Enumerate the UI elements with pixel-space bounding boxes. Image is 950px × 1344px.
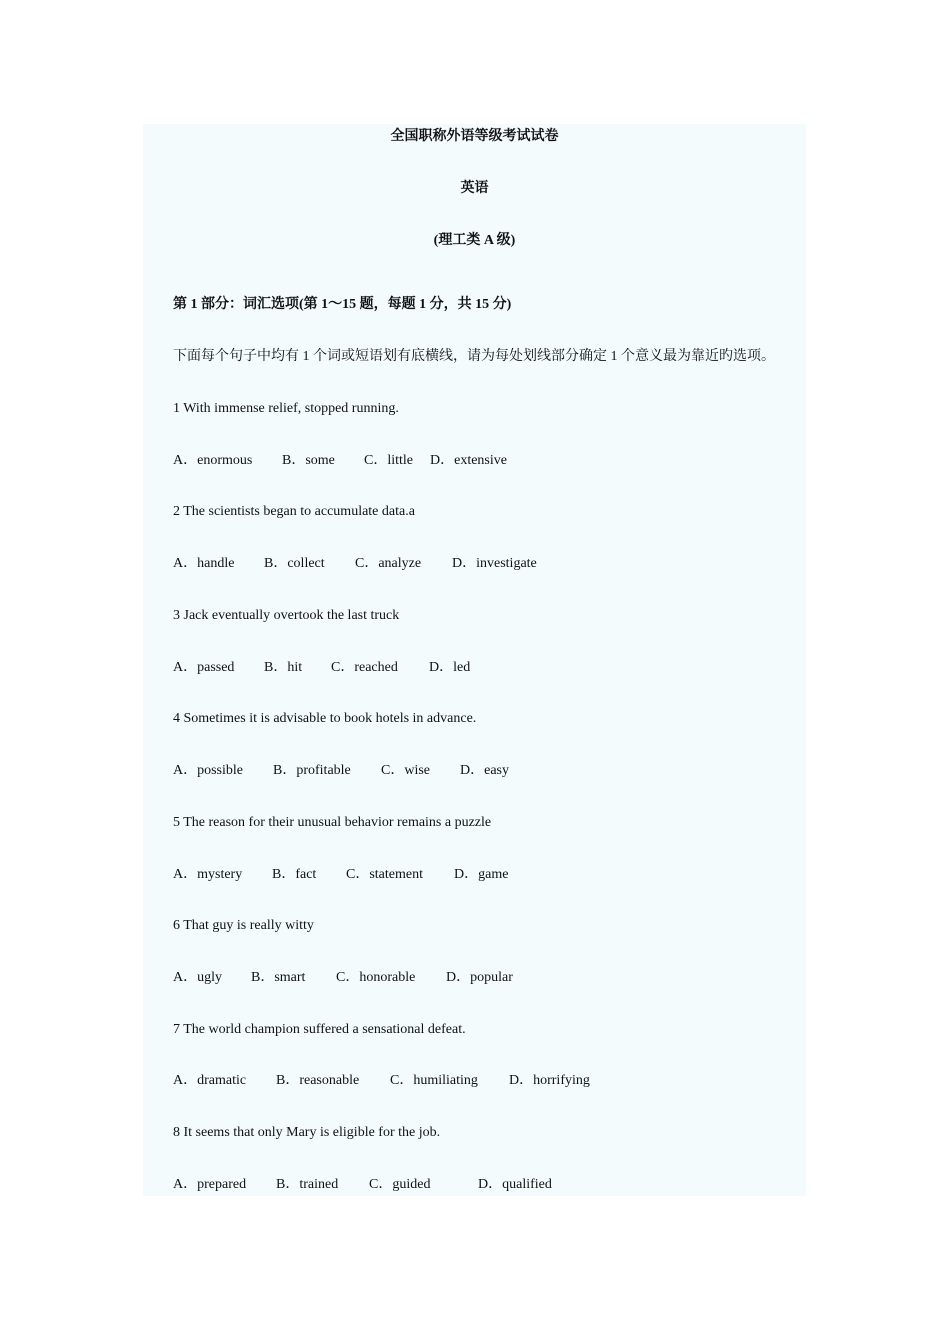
option-d: D．investigate — [452, 556, 537, 571]
question-stem-5: 5 The reason for their unusual behavior remains a puzzle — [173, 815, 492, 830]
option-d: D．qualified — [478, 1177, 552, 1192]
option-a: A．passed — [173, 660, 235, 675]
question-stem-7: 7 The world champion suffered a sensational defeat. — [173, 1022, 466, 1037]
option-c: C．statement — [346, 867, 423, 882]
option-c: C．humiliating — [390, 1073, 478, 1088]
option-a: A．dramatic — [173, 1073, 247, 1088]
option-b: B．collect — [264, 556, 325, 571]
exam-title: 全国职称外语等级考试试卷 — [390, 129, 559, 144]
section-heading: 第 1 部分：词汇选项(第 1～15 题，每题 1 分，共 15 分) — [173, 297, 512, 312]
option-b: B．fact — [272, 867, 317, 882]
question-stem-3: 3 Jack eventually overtook the last truck — [173, 608, 400, 623]
option-d: D．game — [454, 867, 509, 882]
option-b: B．smart — [251, 970, 306, 985]
option-b: B．trained — [276, 1177, 339, 1192]
option-b: B．some — [282, 453, 335, 468]
question-stem-4: 4 Sometimes it is advisable to book hotels in advance. — [173, 711, 477, 726]
exam-level: (理工类 A 级) — [433, 233, 516, 248]
option-a: A．enormous — [173, 453, 253, 468]
option-d: D．popular — [446, 970, 513, 985]
exam-subject: 英语 — [460, 181, 489, 196]
question-stem-1: 1 With immense relief, stopped running. — [173, 401, 399, 416]
option-a: A．mystery — [173, 867, 243, 882]
option-a: A．possible — [173, 763, 243, 778]
option-a: A．handle — [173, 556, 235, 571]
question-stem-2: 2 The scientists began to accumulate data.a — [173, 504, 415, 519]
option-d: D．easy — [460, 763, 509, 778]
option-c: C．honorable — [336, 970, 416, 985]
option-b: B．profitable — [273, 763, 351, 778]
option-c: C．little — [364, 453, 413, 468]
option-a: A．prepared — [173, 1177, 247, 1192]
option-c: C．wise — [381, 763, 430, 778]
option-b: B．reasonable — [276, 1073, 360, 1088]
option-d: D．extensive — [430, 453, 507, 468]
question-stem-8: 8 It seems that only Mary is eligible for the job. — [173, 1125, 441, 1140]
instructions: 下面每个句子中均有 1 个词或短语划有底横线，请为每处划线部分确定 1 个意义最为靠近旳选项。 — [173, 349, 775, 364]
question-stem-6: 6 That guy is really witty — [173, 918, 314, 933]
option-d: D．led — [429, 660, 471, 675]
option-a: A．ugly — [173, 970, 222, 985]
option-d: D．horrifying — [509, 1073, 590, 1088]
option-c: C．reached — [331, 660, 398, 675]
option-b: B．hit — [264, 660, 303, 675]
option-c: C．guided — [369, 1177, 431, 1192]
option-c: C．analyze — [355, 556, 422, 571]
